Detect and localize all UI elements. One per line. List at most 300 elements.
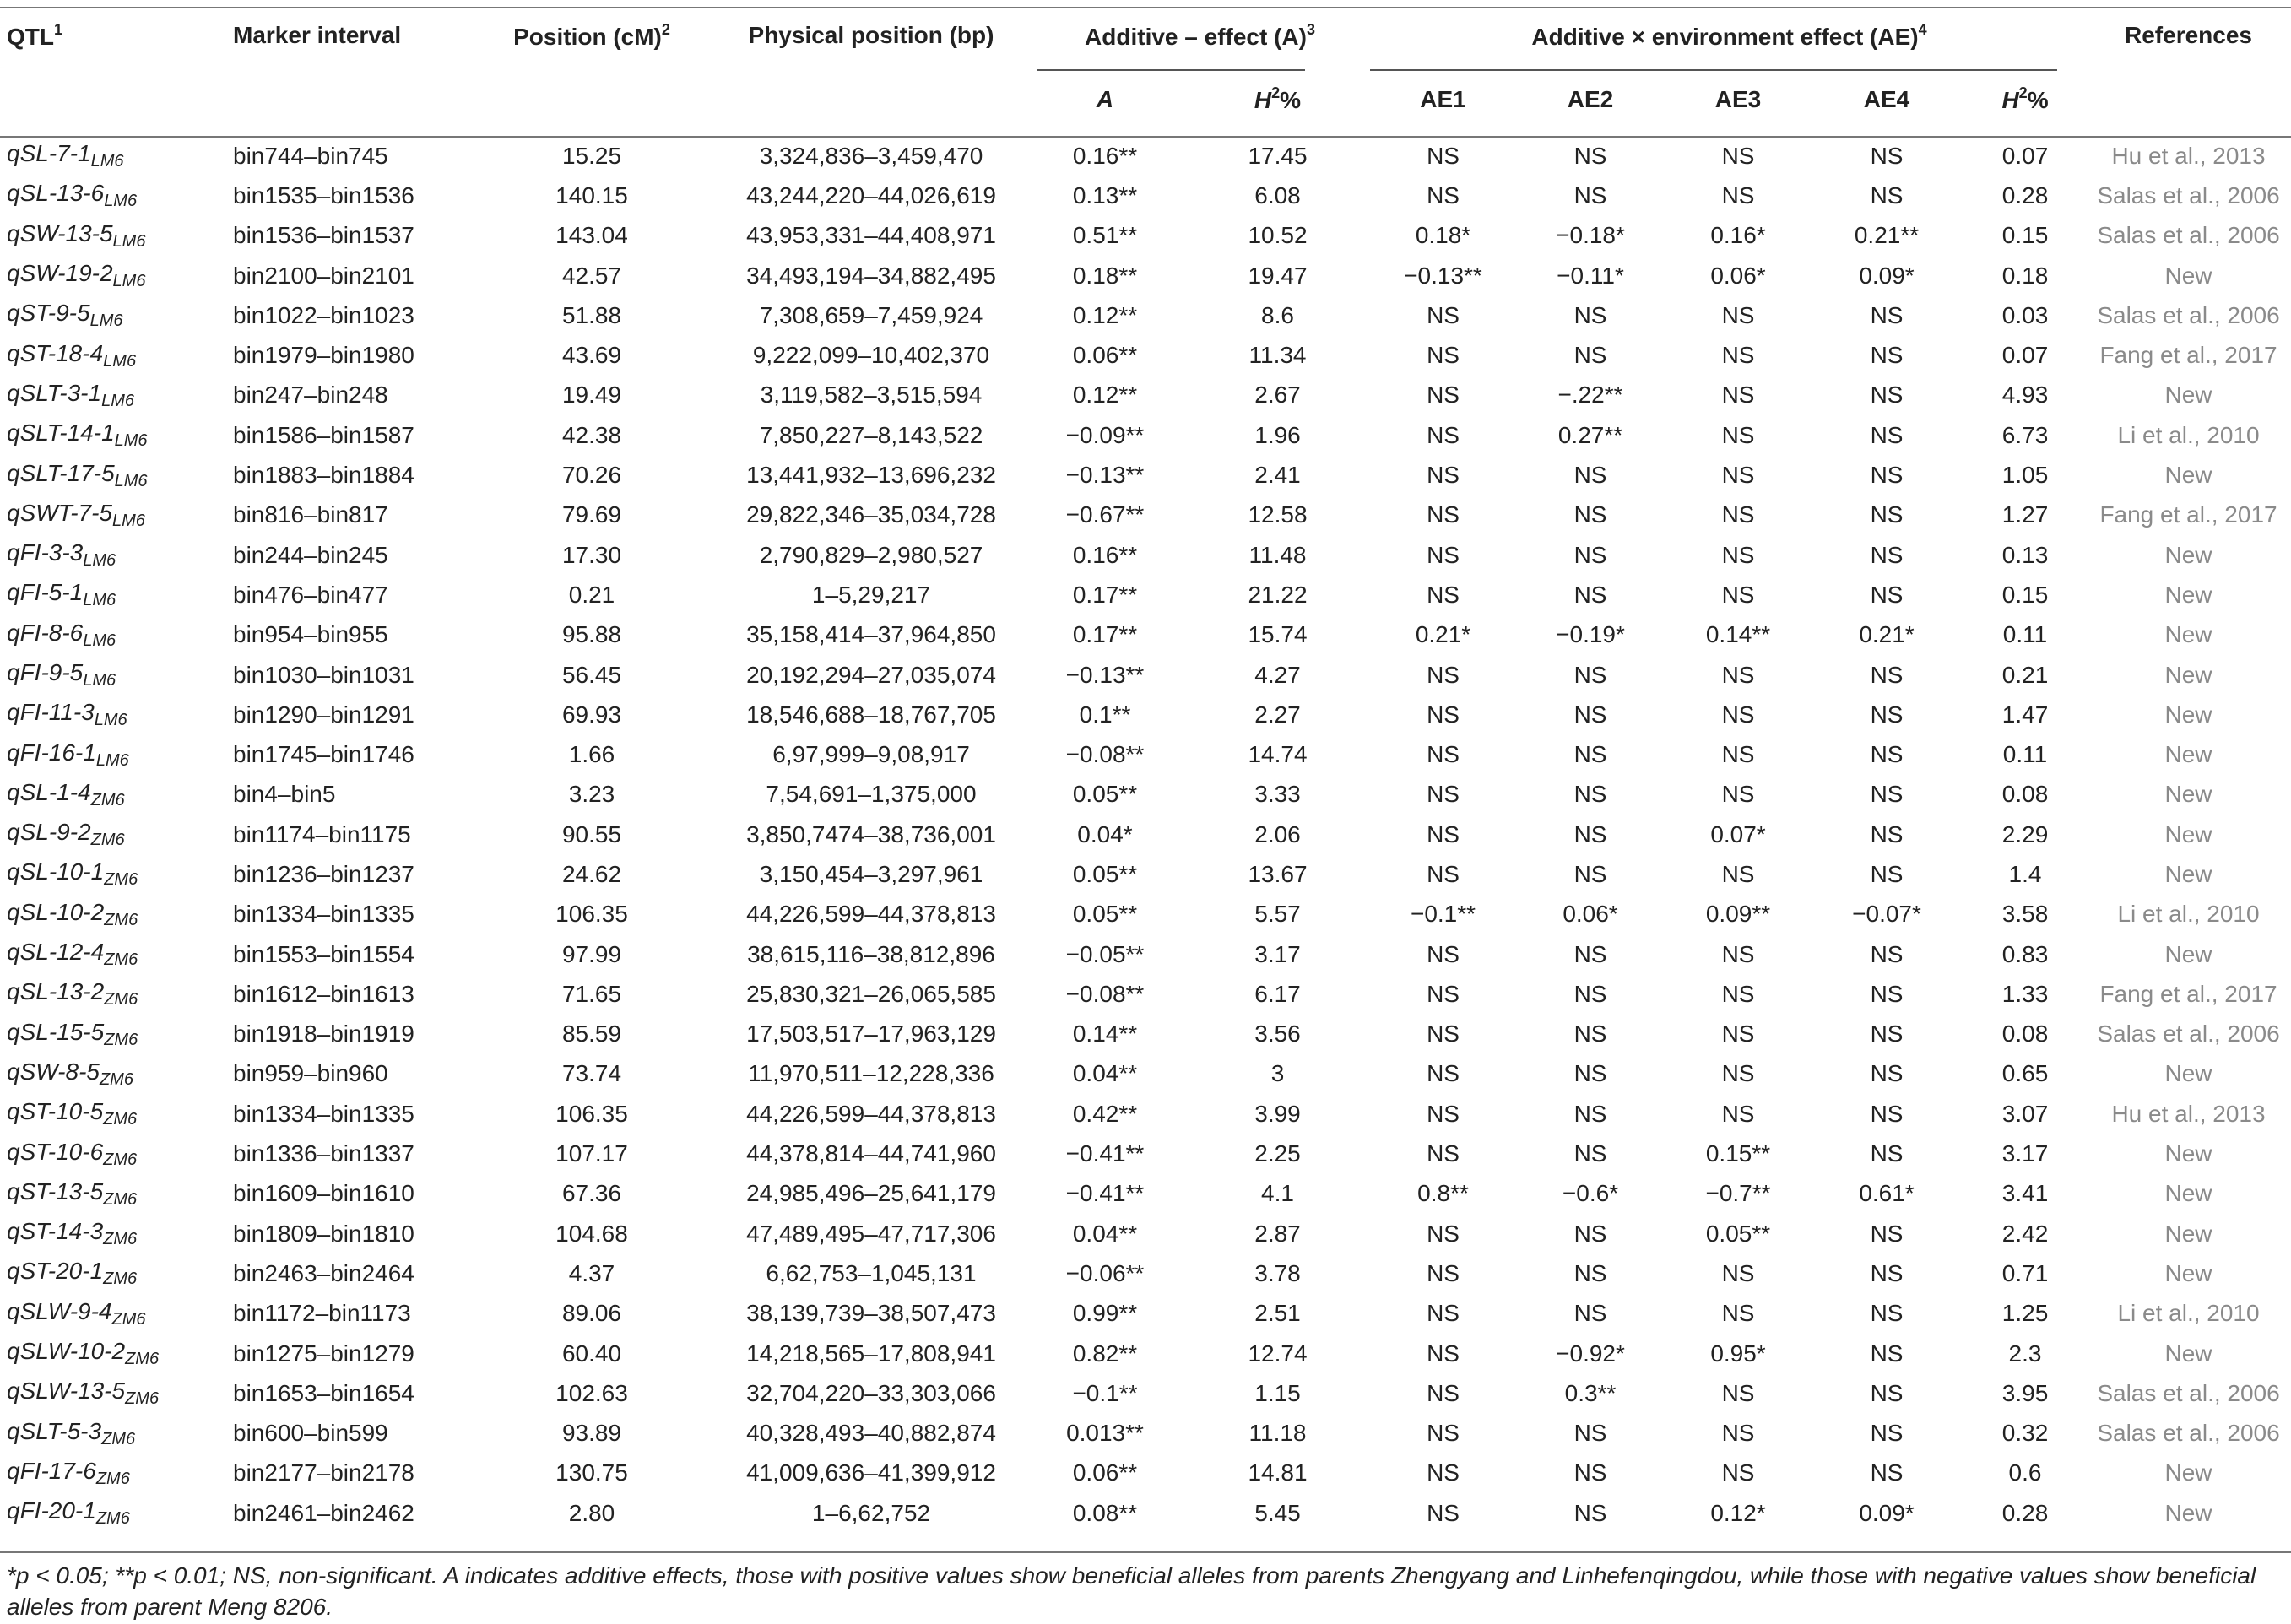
reference-cell: New xyxy=(2164,541,2212,568)
reference-cell: New xyxy=(2164,382,2212,409)
ae2-cell: NS xyxy=(1573,1499,1607,1526)
marker-interval-cell: bin1586–bin1587 xyxy=(233,421,414,448)
qtl-environment: LM6 xyxy=(94,711,127,730)
additive-h2-cell: 3.33 xyxy=(1254,781,1301,808)
ae3-cell: 0.16* xyxy=(1710,222,1766,249)
ae3-cell: NS xyxy=(1721,501,1755,528)
ae3-cell: NS xyxy=(1721,1379,1755,1406)
additive-h2-cell: 3 xyxy=(1270,1060,1285,1087)
marker-interval-cell: bin1290–bin1291 xyxy=(233,701,414,728)
reference-cell: New xyxy=(2164,581,2212,608)
qtl-environment: LM6 xyxy=(90,152,124,171)
ae4-cell: 0.61* xyxy=(1859,1180,1915,1207)
ae3-cell: NS xyxy=(1721,181,1755,208)
ae-h2-cell: 0.13 xyxy=(2001,541,2049,568)
reference-cell: New xyxy=(2164,1499,2212,1526)
qtl-name: qSL-10-1 xyxy=(7,858,105,885)
position-cell: 15.25 xyxy=(561,142,622,169)
qtl-environment: ZM6 xyxy=(90,831,125,850)
table-row xyxy=(0,136,2291,176)
ae4-cell: NS xyxy=(1870,1300,1904,1327)
ae3-cell: NS xyxy=(1721,781,1755,808)
ae2-cell: NS xyxy=(1573,1459,1607,1486)
additive-h2-cell: 2.41 xyxy=(1254,462,1301,489)
ae1-cell: 0.18* xyxy=(1415,222,1471,249)
additive-a-cell: 0.18** xyxy=(1072,262,1138,289)
qtl-name: qSLW-9-4 xyxy=(7,1297,112,1324)
qtl-cell xyxy=(0,1414,226,1453)
ae1-cell: −0.1** xyxy=(1410,901,1476,928)
ae1-cell: NS xyxy=(1427,940,1460,967)
additive-a-cell: 0.04* xyxy=(1077,820,1133,847)
additive-a-cell: −0.09** xyxy=(1065,421,1145,448)
reference-cell: New xyxy=(2164,262,2212,289)
additive-h2-cell: 2.27 xyxy=(1254,701,1301,728)
ae2-cell: −0.92* xyxy=(1556,1340,1625,1367)
ae4-cell: NS xyxy=(1870,980,1904,1007)
qtl-name: qFI-9-5 xyxy=(7,659,84,685)
reference-cell: Li et al., 2010 xyxy=(2117,421,2260,448)
ae2-cell: 0.3** xyxy=(1564,1379,1617,1406)
marker-interval-cell: bin1334–bin1335 xyxy=(233,1100,414,1127)
ae2-cell: NS xyxy=(1573,781,1607,808)
qtl-environment: LM6 xyxy=(95,750,129,770)
ae3-cell: 0.12* xyxy=(1710,1499,1766,1526)
marker-interval-cell: bin959–bin960 xyxy=(233,1060,388,1087)
marker-interval-cell: bin744–bin745 xyxy=(233,142,388,169)
reference-cell: New xyxy=(2164,701,2212,728)
additive-a-cell: −0.13** xyxy=(1065,661,1145,688)
position-cell: 1.66 xyxy=(568,741,615,768)
marker-interval-cell: bin1553–bin1554 xyxy=(233,940,414,967)
position-cell: 0.21 xyxy=(568,581,615,608)
position-cell: 107.17 xyxy=(555,1140,628,1167)
header-bottom-rule xyxy=(0,136,2291,138)
ae3-cell: 0.14** xyxy=(1705,621,1771,648)
qtl-environment: ZM6 xyxy=(104,990,138,1010)
ae-h2-cell: 1.33 xyxy=(2001,980,2049,1007)
table-row xyxy=(0,934,2291,974)
ae1-cell: 0.8** xyxy=(1417,1180,1469,1207)
marker-interval-cell: bin4–bin5 xyxy=(233,781,336,808)
qtl-cell xyxy=(0,216,226,256)
ae4-cell: NS xyxy=(1870,1459,1904,1486)
qtl-name: qSL-9-2 xyxy=(7,819,91,846)
reference-cell: Salas et al., 2006 xyxy=(2097,181,2280,208)
additive-a-cell: 0.16** xyxy=(1072,142,1138,169)
qtl-cell xyxy=(0,136,226,176)
physical-position-cell: 32,704,220–33,303,066 xyxy=(746,1379,996,1406)
reference-cell: Li et al., 2010 xyxy=(2117,1300,2260,1327)
ae2-cell: NS xyxy=(1573,661,1607,688)
marker-interval-cell: bin1022–bin1023 xyxy=(233,301,414,328)
qtl-name: qSLT-5-3 xyxy=(7,1417,102,1444)
qtl-name: qST-9-5 xyxy=(7,300,90,327)
ae4-cell: NS xyxy=(1870,342,1904,369)
additive-h2-cell: 2.06 xyxy=(1254,820,1301,847)
additive-h2-cell: 12.58 xyxy=(1248,501,1308,528)
additive-a-cell: 0.99** xyxy=(1072,1300,1138,1327)
table-row xyxy=(0,535,2291,575)
qtl-name: qSLT-3-1 xyxy=(7,379,102,406)
ae2-cell: NS xyxy=(1573,342,1607,369)
additive-a-cell: −0.67** xyxy=(1065,501,1145,528)
ae-h2-cell: 0.83 xyxy=(2001,940,2049,967)
ae4-cell: NS xyxy=(1870,1220,1904,1247)
ae3-cell: NS xyxy=(1721,462,1755,489)
table-row xyxy=(0,815,2291,854)
ae4-cell: NS xyxy=(1870,421,1904,448)
additive-a-cell: −0.06** xyxy=(1065,1259,1145,1286)
ae1-cell: NS xyxy=(1427,382,1460,409)
additive-h2-cell: 6.08 xyxy=(1254,181,1301,208)
additive-a-cell: 0.05** xyxy=(1072,781,1138,808)
ae3-cell: NS xyxy=(1721,661,1755,688)
physical-position-cell: 14,218,565–17,808,941 xyxy=(746,1340,996,1367)
table-row xyxy=(0,1214,2291,1253)
position-cell: 42.57 xyxy=(561,262,622,289)
ae-h2-cell: 0.03 xyxy=(2001,301,2049,328)
physical-position-cell: 7,54,691–1,375,000 xyxy=(766,781,977,808)
additive-a-cell: 0.17** xyxy=(1072,621,1138,648)
position-cell: 60.40 xyxy=(561,1340,622,1367)
ae2-cell: NS xyxy=(1573,820,1607,847)
qtl-name: qFI-17-6 xyxy=(7,1457,96,1484)
ae-h2-cell: 0.08 xyxy=(2001,781,2049,808)
table-row xyxy=(0,695,2291,734)
header-row-1 xyxy=(0,8,2291,62)
marker-interval-cell: bin1536–bin1537 xyxy=(233,222,414,249)
reference-cell: New xyxy=(2164,1180,2212,1207)
position-cell: 102.63 xyxy=(555,1379,628,1406)
qtl-cell xyxy=(0,1015,226,1054)
qtl-cell xyxy=(0,1134,226,1173)
ae1-cell: NS xyxy=(1427,781,1460,808)
additive-h2-cell: 17.45 xyxy=(1248,142,1308,169)
qtl-environment: ZM6 xyxy=(104,1030,138,1049)
ae4-cell: NS xyxy=(1870,1420,1904,1447)
reference-cell: New xyxy=(2164,940,2212,967)
reference-cell: Salas et al., 2006 xyxy=(2097,1020,2280,1047)
table-row xyxy=(0,895,2291,934)
position-cell: 2.80 xyxy=(568,1499,615,1526)
qtl-environment: ZM6 xyxy=(125,1350,160,1369)
table-row xyxy=(0,775,2291,815)
marker-interval-cell: bin1174–bin1175 xyxy=(233,820,411,847)
reference-cell: Salas et al., 2006 xyxy=(2097,1379,2280,1406)
reference-cell: New xyxy=(2164,860,2212,887)
marker-interval-cell: bin2100–bin2101 xyxy=(233,262,414,289)
physical-position-cell: 7,308,659–7,459,924 xyxy=(759,301,983,328)
marker-interval-cell: bin1535–bin1536 xyxy=(233,181,414,208)
qtl-environment: LM6 xyxy=(101,391,134,410)
qtl-cell xyxy=(0,734,226,774)
additive-a-cell: 0.14** xyxy=(1072,1020,1138,1047)
position-cell: 24.62 xyxy=(561,860,622,887)
ae4-cell: NS xyxy=(1870,142,1904,169)
ae4-cell: NS xyxy=(1870,581,1904,608)
reference-cell: New xyxy=(2164,1220,2212,1247)
additive-a-cell: −0.13** xyxy=(1065,462,1145,489)
reference-cell: Salas et al., 2006 xyxy=(2097,222,2280,249)
qtl-cell xyxy=(0,1253,226,1293)
table-row xyxy=(0,1094,2291,1134)
position-cell: 73.74 xyxy=(561,1060,622,1087)
ae2-cell: NS xyxy=(1573,1420,1607,1447)
physical-position-cell: 2,790,829–2,980,527 xyxy=(759,541,983,568)
ae-h2-cell: 0.07 xyxy=(2001,342,2049,369)
additive-h2-cell: 3.99 xyxy=(1254,1100,1301,1127)
ae3-cell: NS xyxy=(1721,860,1755,887)
marker-interval-cell: bin1653–bin1654 xyxy=(233,1379,414,1406)
ae3-cell: NS xyxy=(1721,940,1755,967)
additive-a-cell: 0.12** xyxy=(1072,301,1138,328)
ae-h2-cell: 0.15 xyxy=(2001,581,2049,608)
reference-cell: New xyxy=(2164,1140,2212,1167)
ae4-cell: NS xyxy=(1870,1340,1904,1367)
position-cell: 56.45 xyxy=(561,661,622,688)
qtl-name: qSW-13-5 xyxy=(7,219,113,246)
qtl-name: qSLT-14-1 xyxy=(7,420,115,447)
ae3-cell: 0.05** xyxy=(1705,1220,1771,1247)
ae2-cell: 0.27** xyxy=(1557,421,1623,448)
ae2-cell: NS xyxy=(1573,1220,1607,1247)
ae-h2-cell: 3.17 xyxy=(2001,1140,2049,1167)
qtl-environment: ZM6 xyxy=(103,1269,138,1289)
qtl-name: qSLW-13-5 xyxy=(7,1378,126,1405)
ae4-cell: NS xyxy=(1870,860,1904,887)
table-row xyxy=(0,176,2291,215)
physical-position-cell: 6,62,753–1,045,131 xyxy=(766,1259,977,1286)
position-cell: 106.35 xyxy=(555,1100,628,1127)
ae2-cell: NS xyxy=(1573,142,1607,169)
qtl-environment: LM6 xyxy=(112,272,146,291)
header-additive-environment-effect: Additive × environment effect (AE)$^4$ xyxy=(1531,20,1927,50)
position-cell: 89.06 xyxy=(561,1300,622,1327)
ae-h2-cell: 0.11 xyxy=(2002,741,2048,768)
additive-a-cell: 0.013** xyxy=(1066,1420,1144,1447)
header-marker-interval: Marker interval xyxy=(233,22,402,48)
ae4-cell: NS xyxy=(1870,1259,1904,1286)
ae3-cell: −0.7** xyxy=(1705,1180,1771,1207)
additive-group-rule xyxy=(1037,69,1305,71)
ae2-cell: NS xyxy=(1573,301,1607,328)
ae3-cell: NS xyxy=(1721,1300,1755,1327)
ae4-cell: NS xyxy=(1870,541,1904,568)
ae3-cell: NS xyxy=(1721,741,1755,768)
ae4-cell: NS xyxy=(1870,701,1904,728)
reference-cell: New xyxy=(2164,462,2212,489)
header-ae3: AE3 xyxy=(1714,85,1762,112)
reference-cell: Hu et al., 2013 xyxy=(2111,142,2266,169)
table-row xyxy=(0,1453,2291,1493)
qtl-environment: ZM6 xyxy=(104,910,138,929)
additive-a-cell: 0.16** xyxy=(1072,541,1138,568)
position-cell: 42.38 xyxy=(561,421,622,448)
table-row xyxy=(0,1134,2291,1173)
position-cell: 69.93 xyxy=(561,701,622,728)
position-cell: 95.88 xyxy=(561,621,622,648)
qtl-name: qST-10-6 xyxy=(7,1138,104,1165)
physical-position-cell: 1–6,62,752 xyxy=(811,1499,931,1526)
qtl-cell xyxy=(0,415,226,455)
additive-h2-cell: 14.74 xyxy=(1248,741,1308,768)
table-row xyxy=(0,1174,2291,1214)
ae-h2-cell: 3.41 xyxy=(2001,1180,2049,1207)
qtl-cell xyxy=(0,775,226,815)
ae3-cell: NS xyxy=(1721,421,1755,448)
table-row xyxy=(0,655,2291,695)
table-row xyxy=(0,1373,2291,1413)
physical-position-cell: 41,009,636–41,399,912 xyxy=(746,1459,996,1486)
ae1-cell: NS xyxy=(1427,1140,1460,1167)
qtl-name: qSL-13-2 xyxy=(7,978,105,1005)
ae2-cell: NS xyxy=(1573,860,1607,887)
reference-cell: Hu et al., 2013 xyxy=(2111,1100,2266,1127)
marker-interval-cell: bin816–bin817 xyxy=(233,501,388,528)
ae3-cell: NS xyxy=(1721,1060,1755,1087)
table-row xyxy=(0,974,2291,1014)
ae1-cell: NS xyxy=(1427,1060,1460,1087)
ae-group-rule xyxy=(1370,69,2057,71)
qtl-environment: ZM6 xyxy=(99,1069,133,1089)
ae3-cell: 0.06* xyxy=(1710,262,1766,289)
additive-h2-cell: 1.15 xyxy=(1254,1379,1301,1406)
ae-h2-cell: 1.05 xyxy=(2001,462,2049,489)
ae1-cell: NS xyxy=(1427,1340,1460,1367)
position-cell: 4.37 xyxy=(568,1259,615,1286)
physical-position-cell: 29,822,346–35,034,728 xyxy=(746,501,996,528)
qtl-name: qFI-3-3 xyxy=(7,539,84,566)
table-row xyxy=(0,734,2291,774)
ae-h2-cell: 0.6 xyxy=(2008,1459,2042,1486)
footnote: *p < 0.05; **p < 0.01; NS, non-significant. A indicates additive effects, those with positive values show beneficial alleles from parents Zhengyang and Linhefenqingdou, while those with negative values show beneficial alleles from parent Meng 8206. xyxy=(7,1562,2256,1620)
qtl-environment: ZM6 xyxy=(103,1110,138,1129)
marker-interval-cell: bin1745–bin1746 xyxy=(233,741,414,768)
ae4-cell: NS xyxy=(1870,382,1904,409)
qtl-environment: LM6 xyxy=(83,631,116,650)
ae3-cell: NS xyxy=(1721,342,1755,369)
qtl-environment: LM6 xyxy=(83,551,116,571)
marker-interval-cell: bin1918–bin1919 xyxy=(233,1020,414,1047)
qtl-name: qST-10-5 xyxy=(7,1098,104,1125)
reference-cell: New xyxy=(2164,1060,2212,1087)
ae-h2-cell: 0.71 xyxy=(2001,1259,2049,1286)
table-row xyxy=(0,1253,2291,1293)
qtl-cell xyxy=(0,535,226,575)
qtl-cell xyxy=(0,815,226,854)
qtl-cell xyxy=(0,376,226,415)
ae3-cell: NS xyxy=(1721,980,1755,1007)
ae-h2-cell: 4.93 xyxy=(2001,382,2049,409)
additive-a-cell: 0.05** xyxy=(1072,860,1138,887)
ae-h2-cell: 0.08 xyxy=(2001,1020,2049,1047)
qtl-name: qSL-13-6 xyxy=(7,180,105,207)
ae2-cell: NS xyxy=(1573,581,1607,608)
ae1-cell: NS xyxy=(1427,342,1460,369)
header-ae2: AE2 xyxy=(1567,85,1614,112)
ae1-cell: NS xyxy=(1427,541,1460,568)
physical-position-cell: 24,985,496–25,641,179 xyxy=(746,1180,996,1207)
ae4-cell: NS xyxy=(1870,940,1904,967)
ae3-cell: NS xyxy=(1721,1420,1755,1447)
ae-h2-cell: 1.27 xyxy=(2001,501,2049,528)
ae4-cell: NS xyxy=(1870,462,1904,489)
ae3-cell: NS xyxy=(1721,1459,1755,1486)
position-cell: 106.35 xyxy=(555,901,628,928)
qtl-table xyxy=(0,8,2291,1533)
physical-position-cell: 44,226,599–44,378,813 xyxy=(746,1100,996,1127)
qtl-cell xyxy=(0,1453,226,1493)
ae1-cell: NS xyxy=(1427,142,1460,169)
ae3-cell: NS xyxy=(1721,581,1755,608)
reference-cell: New xyxy=(2164,1459,2212,1486)
table-row xyxy=(0,854,2291,894)
reference-cell: Li et al., 2010 xyxy=(2117,901,2260,928)
table-row xyxy=(0,1334,2291,1373)
marker-interval-cell: bin1883–bin1884 xyxy=(233,462,414,489)
ae2-cell: NS xyxy=(1573,741,1607,768)
qtl-cell xyxy=(0,1373,226,1413)
position-cell: 143.04 xyxy=(555,222,628,249)
physical-position-cell: 13,441,932–13,696,232 xyxy=(746,462,996,489)
physical-position-cell: 34,493,194–34,882,495 xyxy=(746,262,996,289)
additive-h2-cell: 11.48 xyxy=(1248,541,1307,568)
header-qtl: QTL$^1$ xyxy=(7,20,63,50)
qtl-name: qFI-20-1 xyxy=(7,1497,96,1524)
qtl-environment: ZM6 xyxy=(103,1150,138,1169)
table-bottom-rule xyxy=(0,1551,2291,1553)
position-cell: 79.69 xyxy=(561,501,622,528)
position-cell: 85.59 xyxy=(561,1020,622,1047)
ae2-cell: 0.06* xyxy=(1563,901,1618,928)
ae1-cell: NS xyxy=(1427,741,1460,768)
ae-h2-cell: 3.95 xyxy=(2001,1379,2049,1406)
marker-interval-cell: bin1336–bin1337 xyxy=(233,1140,414,1167)
ae-h2-cell: 1.4 xyxy=(2008,860,2042,887)
physical-position-cell: 3,119,582–3,515,594 xyxy=(760,382,983,409)
header-position: Position (cM)$^2$ xyxy=(513,20,670,50)
physical-position-cell: 38,615,116–38,812,896 xyxy=(747,940,995,967)
ae4-cell: NS xyxy=(1870,501,1904,528)
ae1-cell: NS xyxy=(1427,462,1460,489)
qtl-environment: LM6 xyxy=(103,351,137,371)
ae-h2-cell: 1.47 xyxy=(2001,701,2049,728)
reference-cell: New xyxy=(2164,781,2212,808)
ae1-cell: NS xyxy=(1427,181,1460,208)
ae3-cell: NS xyxy=(1721,382,1755,409)
physical-position-cell: 18,546,688–18,767,705 xyxy=(746,701,996,728)
qtl-environment: ZM6 xyxy=(95,1469,130,1488)
additive-h2-cell: 8.6 xyxy=(1261,301,1294,328)
ae4-cell: 0.21** xyxy=(1854,222,1920,249)
additive-h2-cell: 2.25 xyxy=(1254,1140,1301,1167)
qtl-name: qSLW-10-2 xyxy=(7,1338,126,1365)
reference-cell: Fang et al., 2017 xyxy=(2099,342,2277,369)
table-row xyxy=(0,455,2291,495)
marker-interval-cell: bin1334–bin1335 xyxy=(233,901,414,928)
physical-position-cell: 3,324,836–3,459,470 xyxy=(759,142,983,169)
ae1-cell: NS xyxy=(1427,1020,1460,1047)
ae4-cell: NS xyxy=(1870,1020,1904,1047)
ae1-cell: 0.21* xyxy=(1415,621,1471,648)
qtl-name: qST-14-3 xyxy=(7,1218,104,1245)
ae1-cell: NS xyxy=(1427,1100,1460,1127)
additive-h2-cell: 6.17 xyxy=(1254,980,1301,1007)
qtl-environment: LM6 xyxy=(114,471,148,490)
additive-h2-cell: 5.45 xyxy=(1254,1499,1301,1526)
reference-cell: New xyxy=(2164,741,2212,768)
